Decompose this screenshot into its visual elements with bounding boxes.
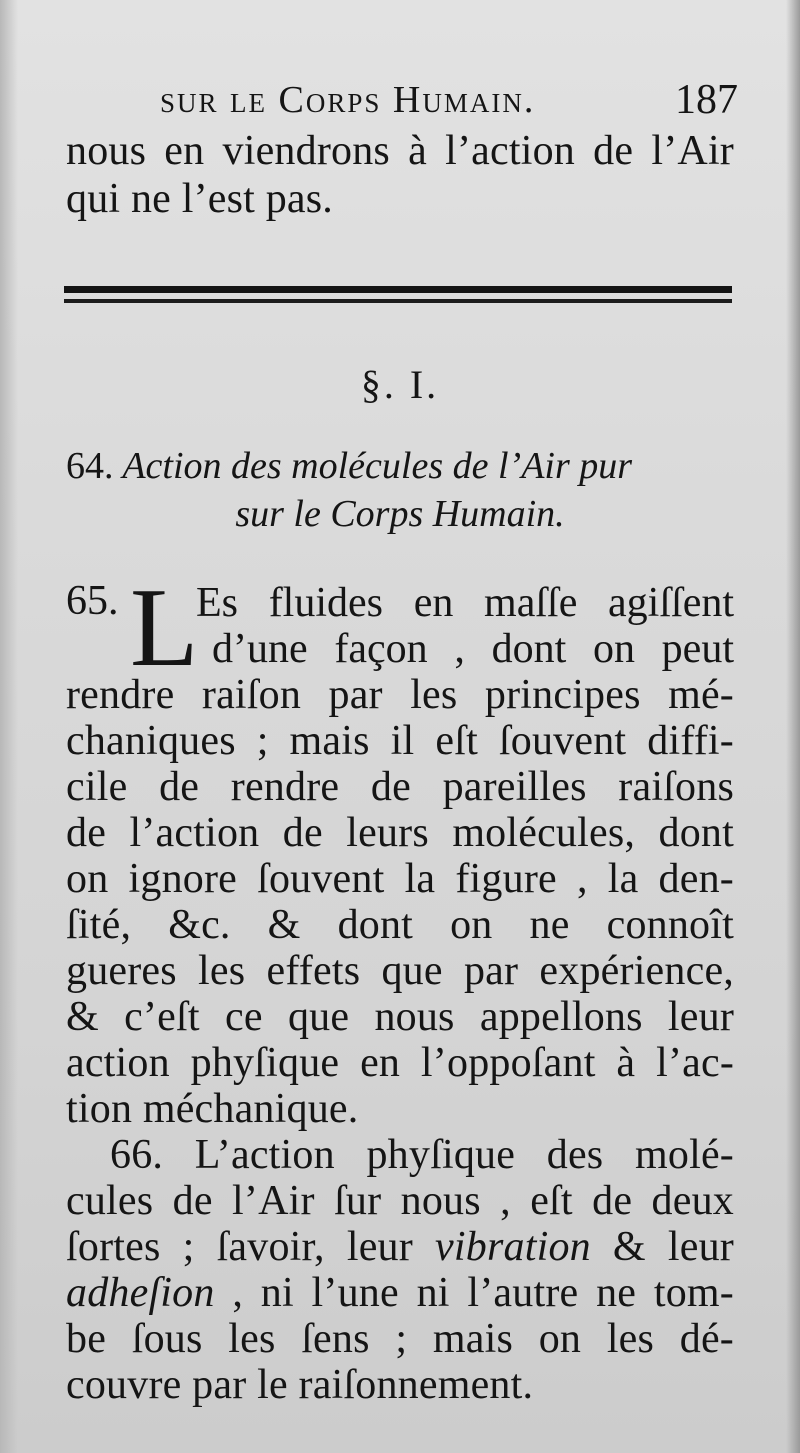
article-title-line-1: [66, 444, 734, 488]
paragraph65-line-10: & c’eſt ce que nous appellons leur: [66, 994, 734, 1040]
paragraph66-line-3-start: ſortes ; ſavoir, leur: [66, 1224, 436, 1270]
paragraph66-line-6: couvre par le raiſonnement.: [66, 1362, 534, 1408]
paragraph66-line-1: 66. L’action phyſique des molé-: [110, 1132, 734, 1178]
page-number: 187: [675, 77, 738, 123]
paragraph66-line-4-end: , ni l’une ni l’autre ne tom-: [214, 1270, 734, 1316]
section-heading: §. I.: [360, 362, 440, 407]
paragraph65-last-line: tion méchanique.: [66, 1086, 359, 1132]
paragraph66-line-5: be ſous les ſens ; mais on les dé-: [66, 1316, 734, 1362]
italic-term-adhesion: adheſion: [66, 1270, 215, 1316]
paragraph66-line-3: [66, 1224, 734, 1270]
intro-line-2: qui ne l’est pas.: [66, 176, 334, 222]
page-right-edge-shadow: [786, 0, 800, 1453]
paragraph66-line-2: cules de l’Air ſur nous , eſt de deux: [66, 1178, 734, 1224]
divider-rule-thin: [64, 299, 732, 303]
drop-cap: L: [130, 566, 199, 690]
paragraph66-line-4: [66, 1270, 734, 1316]
running-header: [160, 78, 738, 122]
paragraph65-line-7: on ignore ſouvent la figure , la den-: [66, 856, 734, 902]
intro-line-1: nous en viendrons à l’action de l’Air: [66, 128, 734, 174]
divider-rule-thick: [64, 286, 732, 293]
paragraph66-line-3-end: & leur: [590, 1224, 734, 1270]
paragraph65-line-9: gueres les effets que par expérience,: [66, 948, 734, 994]
article-number: 64.: [66, 445, 114, 487]
paragraph65-line-3: rendre raiſon par les principes mé-: [66, 672, 734, 718]
italic-term-vibration: vibration: [435, 1224, 591, 1270]
paragraph65-line-11: action phyſique en l’oppoſant à l’ac-: [66, 1040, 734, 1086]
paragraph65-line-5: cile de rendre de pareilles raiſons: [66, 764, 734, 810]
article-title-line-2: sur le Corps Humain.: [235, 493, 565, 535]
running-title: sur le Corps Humain.: [160, 79, 536, 121]
page-left-edge-shadow: [0, 0, 18, 1453]
paragraph65-line-8: ſité, &c. & dont on ne connoît: [66, 902, 734, 948]
paragraph65-line-6: de l’action de leurs molécules, dont: [66, 810, 734, 856]
article-title-text: Action des molécules de l’Air pur: [122, 445, 633, 487]
paragraph-number-65: 65.: [66, 578, 119, 624]
paragraph65-line-4: chaniques ; mais il eſt ſouvent diffi-: [66, 718, 734, 764]
paragraph65-line-2: d’une façon , dont on peut: [212, 626, 734, 672]
paragraph65-line-1: Es fluides en maſſe agiſſent: [196, 580, 734, 626]
